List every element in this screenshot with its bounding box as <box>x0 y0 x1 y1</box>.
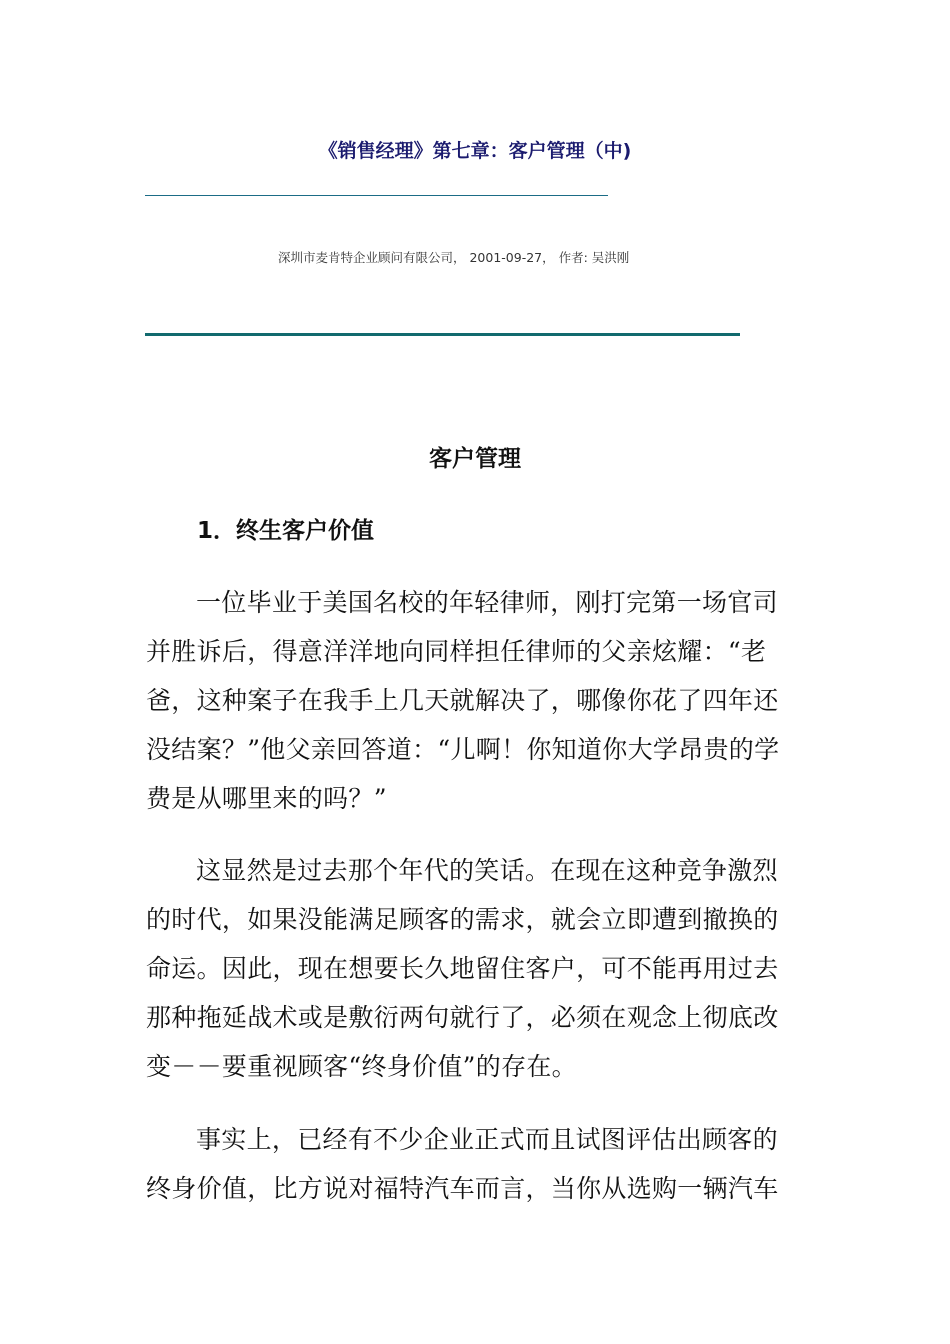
document-title: 《销售经理》第七章：客户管理（中) <box>318 140 632 162</box>
paragraph-3: 事实上，已经有不少企业正式而且试图评估出顾客的终身价值，比方说对福特汽车而言，当你从选购一辆汽车 <box>146 1125 779 1203</box>
header-divider <box>145 333 740 336</box>
paragraph-2: 这显然是过去那个年代的笑话。在现在这种竞争激烈的时代，如果没能满足顾客的需求，就会立即遭到撤换的命运。因此，现在想要长久地留住客户，可不能再用过去那种拖延战术或是敷衍两句就行了，必须在观念上彻底改变－－要重视顾客“终身价值”的存在。 <box>146 856 779 1081</box>
byline: 深圳市麦肯特企业顾问有限公司， 2001-09-27， 作者: 吴洪刚 <box>278 250 630 265</box>
title-divider <box>145 195 608 196</box>
subsection-title: 1．终生客户价值 <box>197 518 375 544</box>
section-title: 客户管理 <box>429 446 521 472</box>
paragraph-1: 一位毕业于美国名校的年轻律师，刚打完第一场官司并胜诉后，得意洋洋地向同样担任律师的父亲炫耀：“老爸，这种案子在我手上几天就解决了，哪像你花了四年还没结案？”他父亲回答道：“儿啊！你知道你大学昂贵的学费是从哪里来的吗？” <box>146 588 780 813</box>
